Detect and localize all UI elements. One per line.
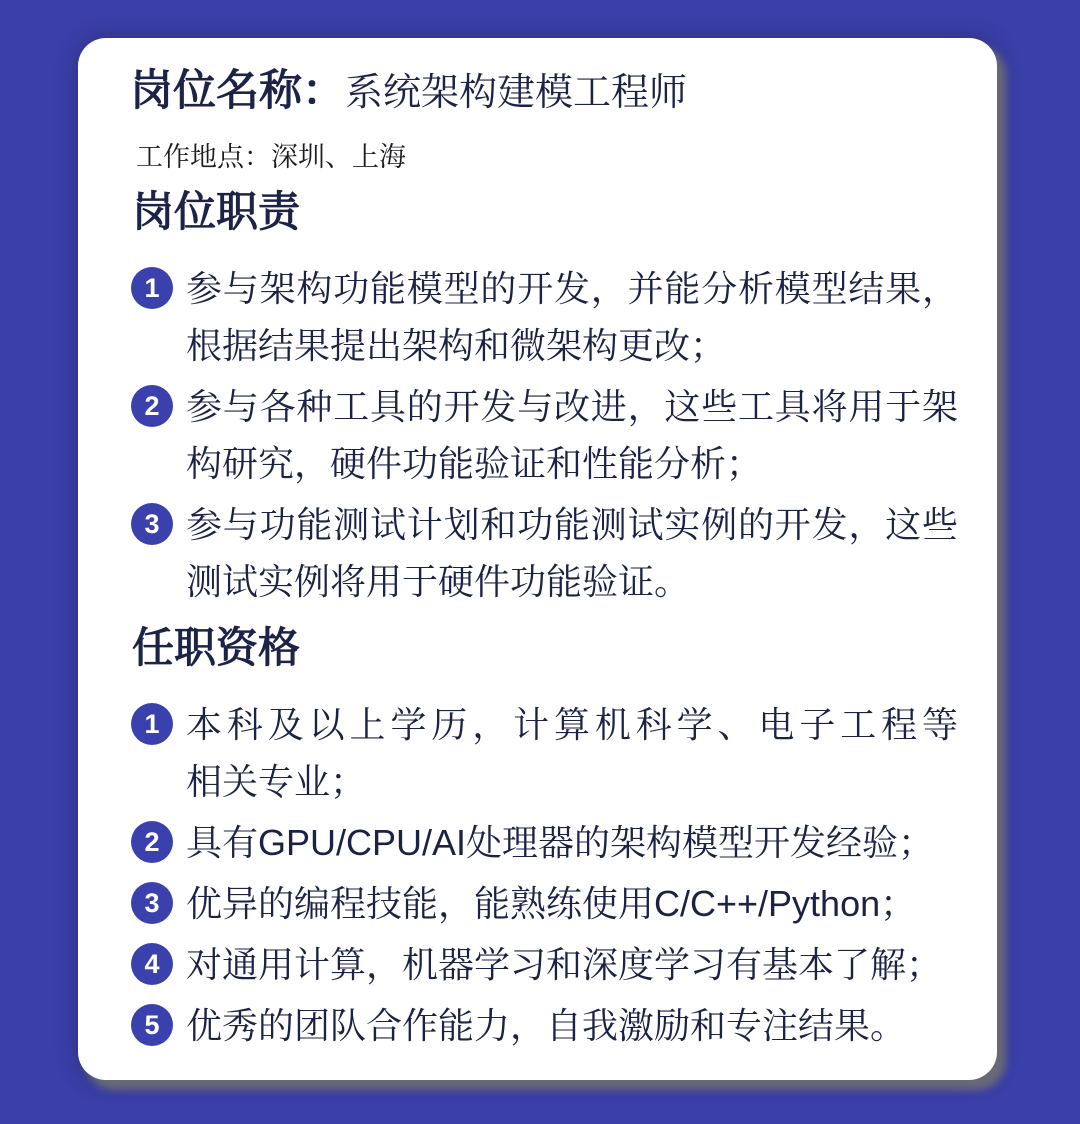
item-text [186, 378, 958, 492]
item-line: 参与架构功能模型的开发，并能分析模型结果， [186, 268, 958, 309]
job-section [130, 188, 961, 610]
job-title-label: 岗位名称： [130, 67, 345, 115]
item-text [186, 997, 958, 1054]
item-number-badge: 4 [131, 943, 173, 985]
list-item [130, 696, 961, 810]
section-heading: 岗位职责 [132, 188, 301, 235]
job-posting-card [78, 38, 997, 1080]
list-item [130, 496, 961, 610]
job-location-label: 工作地点： [136, 142, 271, 172]
item-line: 对通用计算，机器学习和深度学习有基本了解； [186, 944, 943, 985]
item-text [186, 696, 958, 810]
item-number-badge: 3 [131, 503, 173, 545]
item-text [186, 814, 958, 871]
item-line: 构研究，硬件功能验证和性能分析； [186, 443, 763, 484]
item-text [186, 260, 958, 374]
item-line: 参与功能测试计划和功能测试实例的开发，这些 [186, 504, 958, 545]
item-line: 参与各种工具的开发与改进，这些工具将用于架 [186, 386, 958, 427]
item-line: 具有GPU/CPU/AI处理器的架构模型开发经验； [186, 822, 935, 863]
section-items [130, 696, 961, 1054]
section-items [130, 260, 961, 610]
list-item [130, 260, 961, 374]
list-item [130, 378, 961, 492]
job-sections [130, 188, 961, 1054]
job-location [136, 140, 961, 174]
job-location-value: 深圳、上海 [271, 142, 406, 172]
item-line: 测试实例将用于硬件功能验证。 [186, 561, 691, 602]
item-text [186, 875, 958, 932]
list-item [130, 997, 961, 1054]
list-item [130, 875, 961, 932]
item-number-badge: 2 [131, 385, 173, 427]
job-title-value: 系统架构建模工程师 [345, 72, 688, 114]
job-section [130, 624, 961, 1054]
item-text [186, 496, 958, 610]
item-line: 优异的编程技能，能熟练使用C/C++/Python； [186, 883, 917, 924]
item-number-badge: 3 [131, 882, 173, 924]
item-line: 根据结果提出架构和微架构更改； [186, 325, 727, 366]
item-line: 优秀的团队合作能力，自我激励和专注结果。 [186, 1005, 907, 1046]
item-text [186, 936, 958, 993]
item-number-badge: 5 [131, 1004, 173, 1046]
item-number-badge: 1 [131, 703, 173, 745]
item-number-badge: 2 [131, 821, 173, 863]
item-line: 本科及以上学历，计算机科学、电子工程等 [186, 704, 958, 745]
section-heading: 任职资格 [132, 624, 301, 671]
item-line: 相关专业； [186, 761, 367, 802]
job-title-row [130, 66, 961, 126]
list-item [130, 814, 961, 871]
item-number-badge: 1 [131, 267, 173, 309]
list-item [130, 936, 961, 993]
